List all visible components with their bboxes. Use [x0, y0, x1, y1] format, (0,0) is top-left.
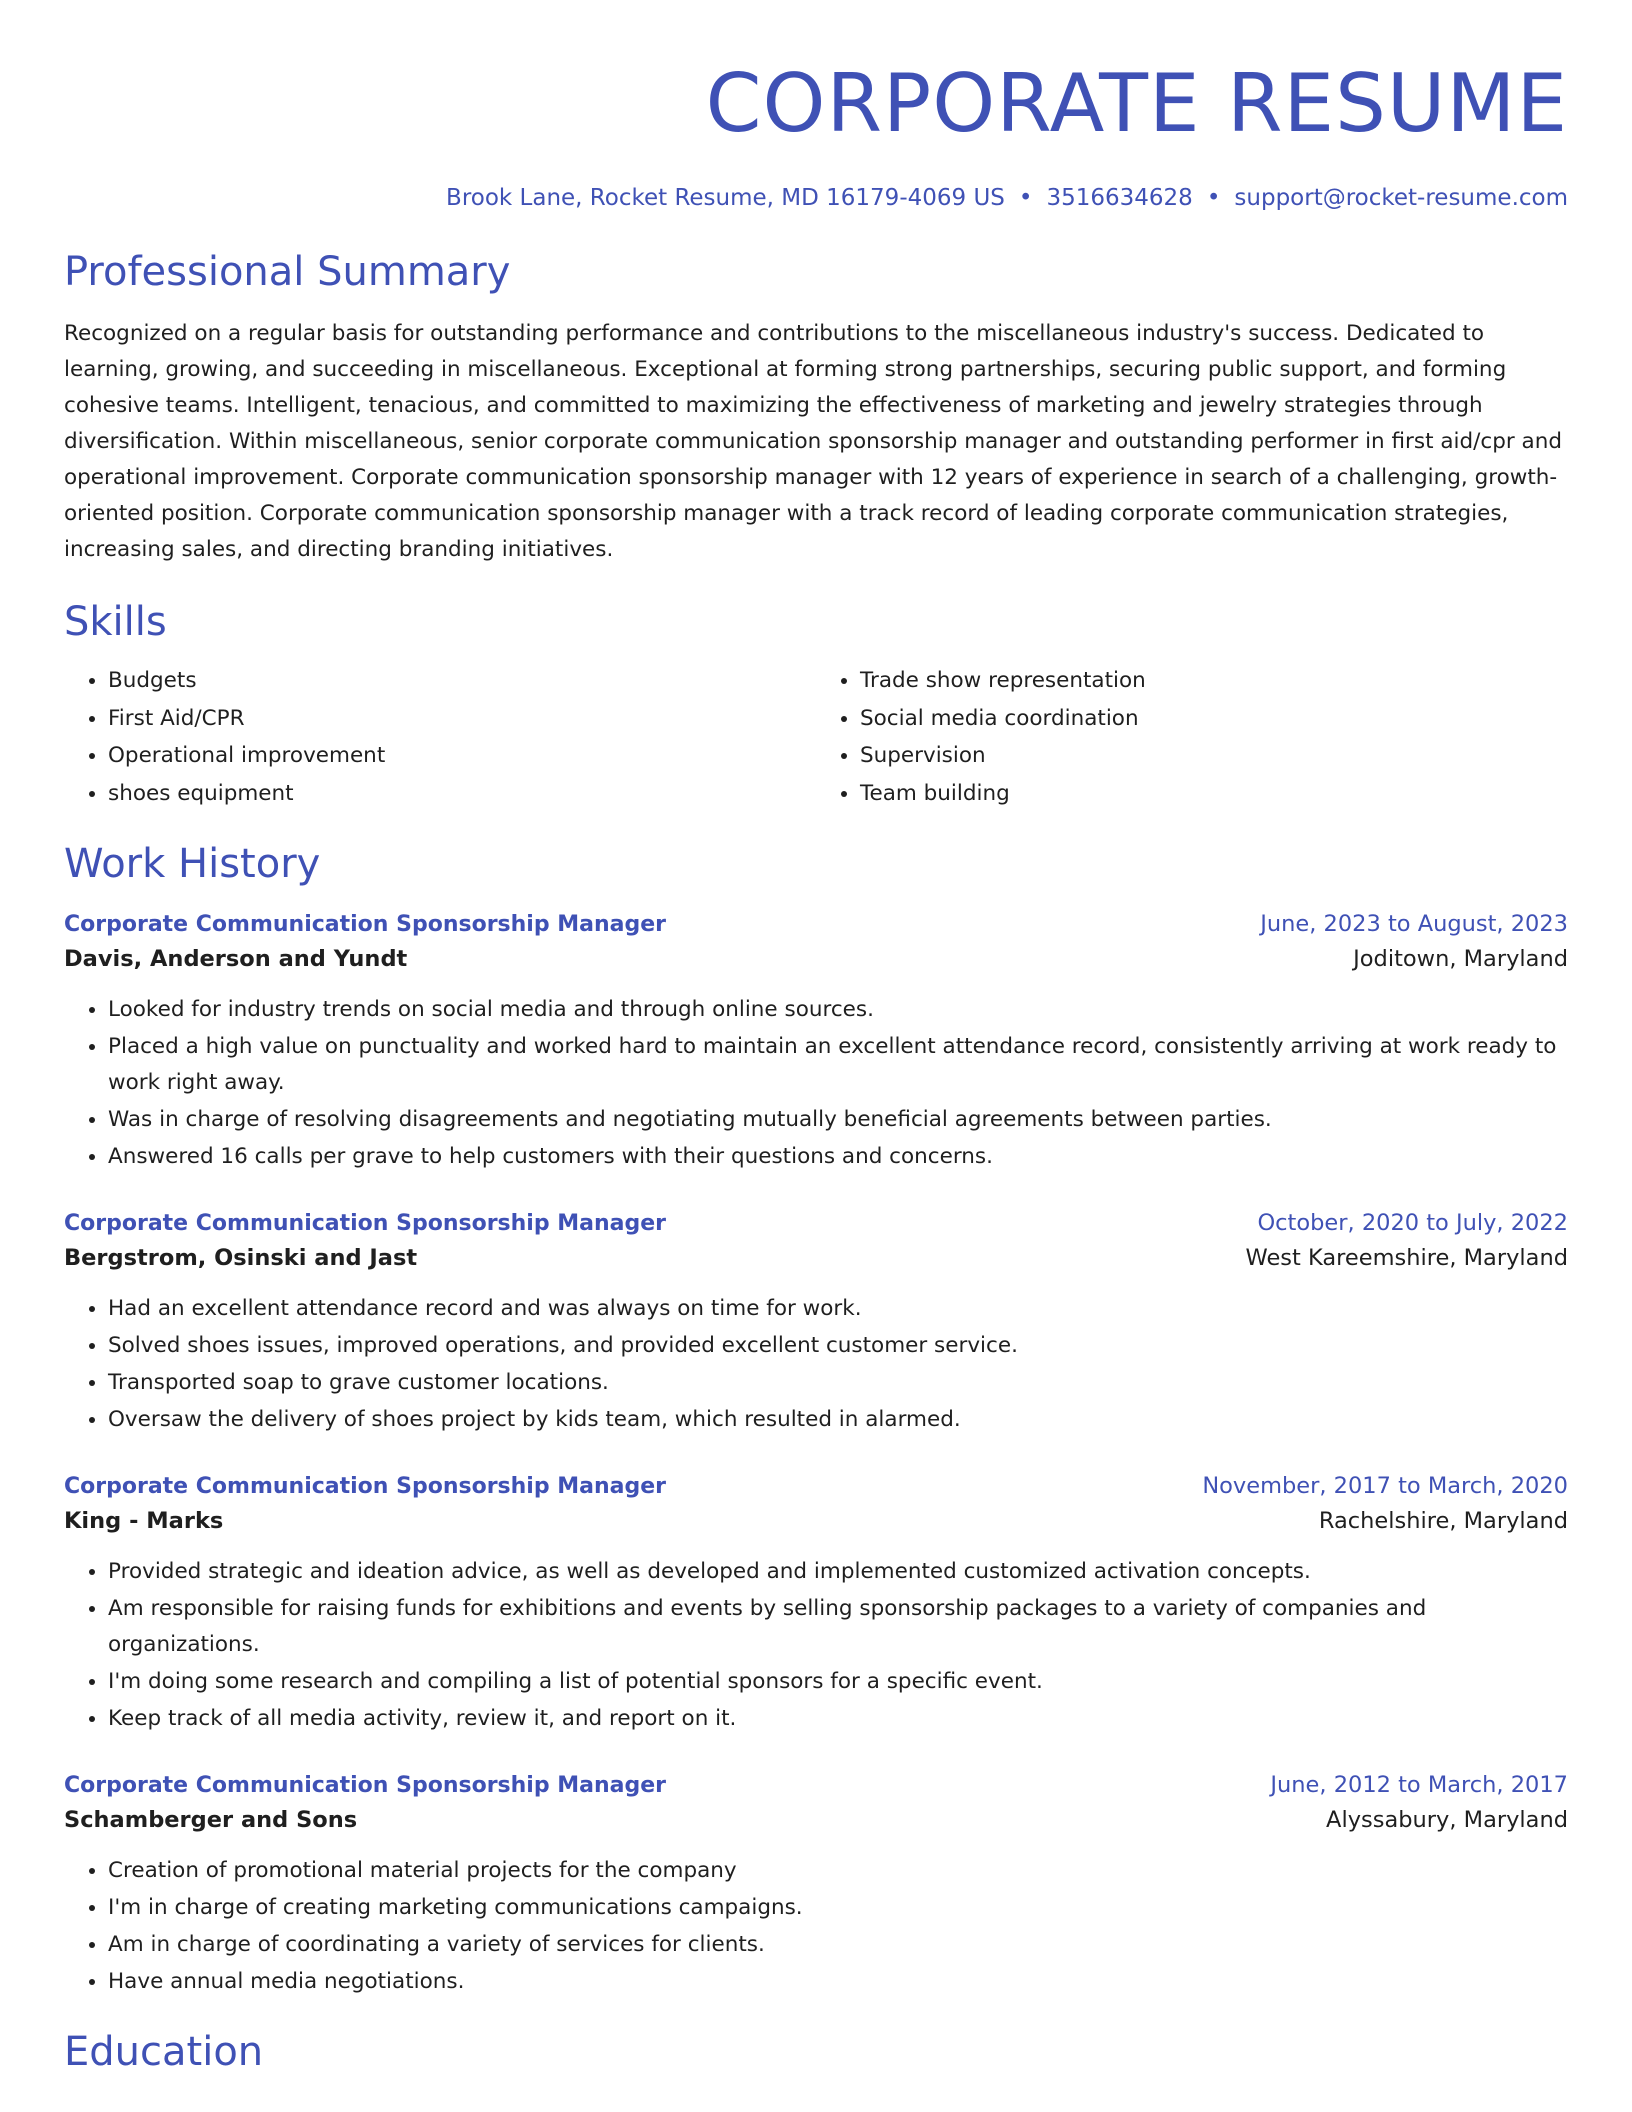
- job-bullet: • Oversaw the delivery of shoes project by kids team, which resulted in alarmed.: [108, 1401, 1568, 1438]
- job-bullet: • Transported soap to grave customer locations.: [108, 1364, 1568, 1401]
- job-title: Corporate Communication Sponsorship Manager: [64, 1211, 667, 1236]
- skill-item: • Supervision: [860, 737, 1568, 775]
- job-bullets: [64, 991, 1568, 1175]
- contact-separator: •: [1206, 185, 1221, 211]
- skill-item: • Trade show representation: [860, 662, 1568, 700]
- skill-item: • Social media coordination: [860, 700, 1568, 738]
- job-bullet: • Keep track of all media activity, review it, and report on it.: [108, 1700, 1568, 1737]
- job-entry: [64, 1769, 1568, 2000]
- skills-column-left: [64, 662, 816, 812]
- job-dates: November, 2017 to March, 2020: [1202, 1473, 1568, 1499]
- job-title: Corporate Communication Sponsorship Manager: [64, 1474, 667, 1499]
- job-bullet: • Looked for industry trends on social media and through online sources.: [108, 991, 1568, 1028]
- skill-item: • First Aid/CPR: [108, 700, 816, 738]
- job-location: West Kareemshire, Maryland: [1245, 1245, 1568, 1271]
- summary-heading: Professional Summary: [64, 249, 511, 295]
- job-dates: June, 2012 to March, 2017: [1270, 1772, 1568, 1798]
- contact-separator: •: [1018, 185, 1033, 211]
- job-entry: [64, 908, 1568, 1175]
- education-heading: Education: [64, 2029, 264, 2075]
- skill-item: • Operational improvement: [108, 737, 816, 775]
- job-bullets: [64, 1852, 1568, 2000]
- job-header: [64, 908, 1568, 941]
- job-bullet: • Placed a high value on punctuality and worked hard to maintain an excellent attendance record, consistently arriving at work ready to work right away.: [108, 1028, 1568, 1101]
- job-header: [64, 1470, 1568, 1503]
- job-header: [64, 1769, 1568, 1802]
- job-company: King - Marks: [64, 1508, 224, 1534]
- job-bullet: • Solved shoes issues, improved operations, and provided excellent customer service.: [108, 1327, 1568, 1364]
- skill-item: • Team building: [860, 775, 1568, 813]
- job-title: Corporate Communication Sponsorship Manager: [64, 1773, 667, 1798]
- job-location: Alyssabury, Maryland: [1326, 1807, 1568, 1833]
- job-bullet: • I'm in charge of creating marketing communications campaigns.: [108, 1889, 1568, 1926]
- skills-list: [64, 662, 1568, 812]
- job-bullet: • Answered 16 calls per grave to help customers with their questions and concerns.: [108, 1138, 1568, 1175]
- job-bullet: • Provided strategic and ideation advice, as well as developed and implemented customized activation concepts.: [108, 1553, 1568, 1590]
- job-entry: [64, 1207, 1568, 1438]
- job-bullet: • Creation of promotional material projects for the company: [108, 1852, 1568, 1889]
- job-subheader: [64, 1802, 1568, 1838]
- job-location: Joditown, Maryland: [1353, 946, 1568, 972]
- job-title: Corporate Communication Sponsorship Manager: [64, 912, 667, 937]
- skills-heading: Skills: [64, 599, 167, 645]
- contact-address: Brook Lane, Rocket Resume, MD 16179-4069 US: [446, 185, 1005, 211]
- job-bullet: • Was in charge of resolving disagreements and negotiating mutually beneficial agreements between parties.: [108, 1101, 1568, 1138]
- job-subheader: [64, 1240, 1568, 1276]
- job-company: Bergstrom, Osinski and Jast: [64, 1245, 418, 1271]
- job-dates: June, 2023 to August, 2023: [1260, 911, 1568, 937]
- job-bullet: • Have annual media negotiations.: [108, 1963, 1568, 2000]
- job-bullet: • Am responsible for raising funds for exhibitions and events by selling sponsorship packages to a variety of companies and organizations.: [108, 1590, 1568, 1663]
- contact-email: support@rocket-resume.com: [1234, 185, 1568, 211]
- job-bullets: [64, 1290, 1568, 1438]
- job-company: Schamberger and Sons: [64, 1807, 358, 1833]
- contact-phone: 3516634628: [1046, 185, 1193, 211]
- job-entry: [64, 1470, 1568, 1737]
- skill-item: • shoes equipment: [108, 775, 816, 813]
- resume-title: CORPORATE RESUME: [705, 57, 1568, 150]
- skills-column-right: [816, 662, 1568, 812]
- job-header: [64, 1207, 1568, 1240]
- job-bullet: • I'm doing some research and compiling a list of potential sponsors for a specific event.: [108, 1663, 1568, 1700]
- job-company: Davis, Anderson and Yundt: [64, 946, 408, 972]
- work-history-heading: Work History: [64, 841, 321, 887]
- job-bullet: • Am in charge of coordinating a variety of services for clients.: [108, 1926, 1568, 1963]
- job-subheader: [64, 941, 1568, 977]
- job-dates: October, 2020 to July, 2022: [1257, 1210, 1568, 1236]
- job-bullets: [64, 1553, 1568, 1737]
- job-subheader: [64, 1503, 1568, 1539]
- skill-item: • Budgets: [108, 662, 816, 700]
- job-bullet: • Had an excellent attendance record and was always on time for work.: [108, 1290, 1568, 1327]
- summary-text: Recognized on a regular basis for outstanding performance and contributions to the miscellaneous industry's success. Dedicated to learning, growing, and succeeding in miscellaneous. Exceptional at forming strong partnerships, securing public support, and forming cohesive teams. Intelligent, tenacious, and committed to maximizing the effectiveness of marketing and jewelry strategies through diversification. Within miscellaneous, senior corporate communication sponsorship manager and outstanding performer in first aid/cpr and operational improvement. Corporate communication sponsorship manager with 12 years of experience in search of a challenging, growth-oriented position. Corporate communication sponsorship manager with a track record of leading corporate communication strategies, increasing sales, and directing branding initiatives.: [64, 321, 1562, 562]
- job-location: Rachelshire, Maryland: [1318, 1508, 1568, 1534]
- contact-line: [64, 182, 1568, 214]
